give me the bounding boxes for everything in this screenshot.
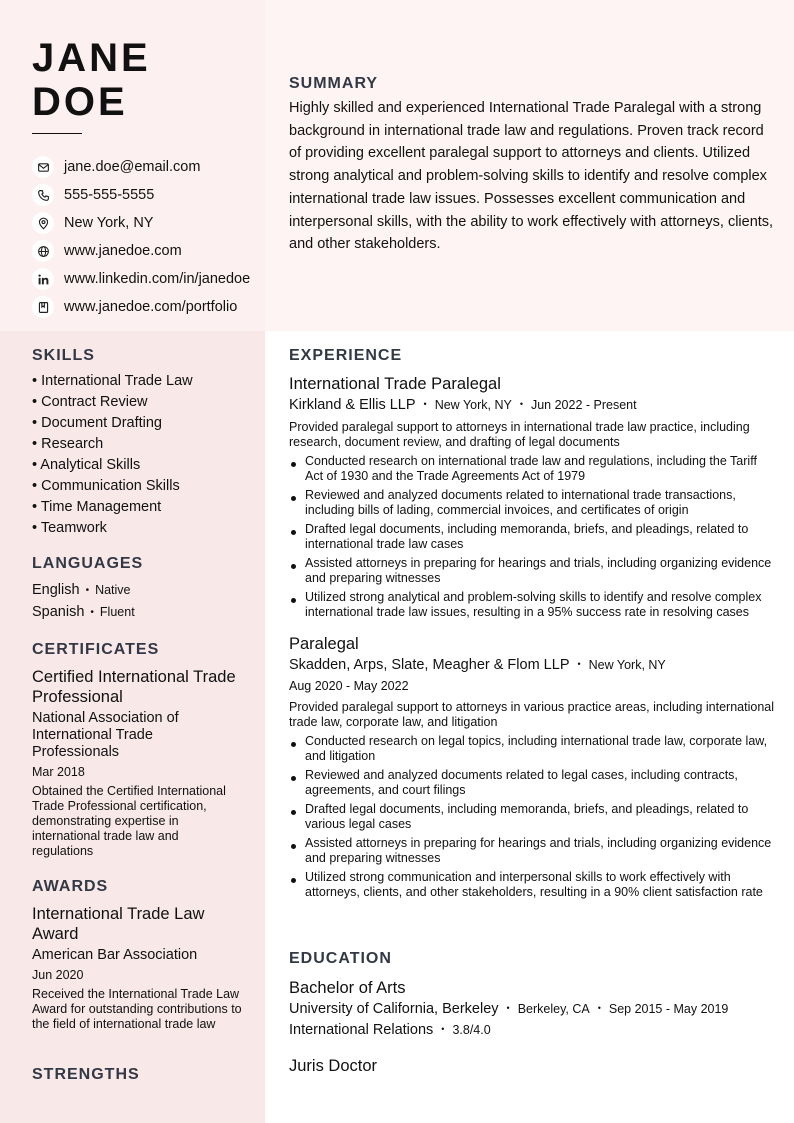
first-name: JANE: [32, 36, 151, 80]
skill-item: • International Trade Law: [32, 373, 193, 389]
contact-list: [32, 153, 250, 321]
language-separator: •: [90, 607, 94, 618]
job-bullet: Conducted research on legal topics, including international trade law, corporate law, and litigation: [289, 734, 775, 764]
languages-heading: LANGUAGES: [32, 555, 144, 572]
contact-email[interactable]: [32, 153, 250, 181]
job-location: New York, NY: [434, 398, 512, 412]
candidate-name: [32, 36, 151, 124]
job-bullet: Utilized strong communication and interpersonal skills to work effectively with attorneys, clients, and other stakeholders, resulting in a 90% client satisfaction rate: [289, 870, 775, 900]
certificate-entry: [32, 667, 242, 859]
education-meta: [289, 1001, 775, 1019]
contact-website-text: www.janedoe.com: [64, 243, 182, 259]
skill-item: • Time Management: [32, 499, 162, 515]
awards-heading: AWARDS: [32, 878, 109, 895]
summary-heading: SUMMARY: [289, 75, 379, 92]
contact-portfolio[interactable]: [32, 293, 250, 321]
contact-phone[interactable]: [32, 181, 250, 209]
job-dates: Jun 2022 - Present: [530, 398, 637, 412]
job-bullet: Utilized strong analytical and problem-solving skills to identify and resolve complex international trade law issues, resulting in a 95% success rate in resolving cases: [289, 590, 775, 620]
school-name: University of California, Berkeley: [289, 1001, 499, 1017]
job-bullet: Drafted legal documents, including memoranda, briefs, and pleadings, related to international trade law cases: [289, 522, 775, 552]
meta-separator: •: [519, 399, 523, 409]
linkedin-icon: [32, 268, 54, 290]
summary-text: Highly skilled and experienced International Trade Paralegal with a strong background in international trade law and regulations. Proven track record of providing excellent paralegal support to attorneys and clients. Utilized strong analytical and problem-solving skills to identify and resolve complex international trade law issues. Possesses excellent communication and interpersonal skills, with the ability to work effectively with attorneys, clients, and other stakeholders.: [289, 100, 774, 253]
strengths-heading: STRENGTHS: [32, 1066, 140, 1083]
job-title: International Trade Paralegal: [289, 375, 501, 393]
job-company: Kirkland & Ellis LLP: [289, 397, 416, 413]
award-entry: [32, 904, 242, 1032]
job-bullet: Conducted research on international trade law and regulations, including the Tariff Act of 1930 and the Trade Agreements Act of 1979: [289, 454, 775, 484]
field-of-study: International Relations: [289, 1022, 434, 1038]
contact-location: [32, 209, 250, 237]
job-location: New York, NY: [588, 658, 666, 672]
contact-linkedin[interactable]: [32, 265, 250, 293]
award-name: International Trade Law Award: [32, 905, 205, 943]
education-heading: EDUCATION: [289, 950, 392, 967]
contact-website[interactable]: [32, 237, 250, 265]
job-company: Skadden, Arps, Slate, Meagher & Flom LLP: [289, 657, 570, 673]
job-description: Provided paralegal support to attorneys in various practice areas, including international trade law, corporate law, and litigation: [289, 700, 775, 729]
degree-name: Bachelor of Arts: [289, 979, 406, 997]
education-entry: [289, 978, 775, 1040]
strengths-section: [32, 1066, 242, 1084]
job-bullets: [289, 454, 775, 620]
phone-icon: [32, 184, 54, 206]
contact-portfolio-text: www.janedoe.com/portfolio: [64, 299, 238, 315]
certificate-date: Mar 2018: [32, 765, 85, 779]
gpa: 3.8/4.0: [452, 1023, 491, 1037]
school-location: Berkeley, CA: [517, 1002, 590, 1016]
award-description: Received the International Trade Law Award for outstanding contributions to the field of international trade law: [32, 987, 242, 1031]
job-entry: [289, 634, 775, 900]
language-item: [32, 602, 242, 624]
skill-item: • Communication Skills: [32, 478, 180, 494]
language-separator: •: [85, 585, 90, 596]
job-meta: [289, 657, 775, 675]
meta-separator: •: [506, 1003, 510, 1013]
skill-item: • Analytical Skills: [32, 457, 141, 473]
certificates-section: [32, 641, 242, 859]
job-bullets: [289, 734, 775, 900]
contact-phone-text: 555-555-5555: [64, 187, 155, 203]
skills-heading: SKILLS: [32, 347, 95, 364]
certificates-heading: CERTIFICATES: [32, 641, 160, 658]
job-bullet: Drafted legal documents, including memoranda, briefs, and pleadings, related to various legal cases: [289, 802, 775, 832]
language-name: English: [32, 582, 80, 598]
education-field-row: [289, 1022, 775, 1040]
job-bullet: Reviewed and analyzed documents related to international trade transactions, including bills of lading, commercial invoices, and certificates of origin: [289, 488, 775, 518]
skill-item: • Document Drafting: [32, 415, 162, 431]
job-meta-dates: [289, 678, 775, 695]
last-name: DOE: [32, 80, 128, 124]
language-name: Spanish: [32, 604, 85, 620]
awards-section: [32, 878, 242, 1032]
education-dates: Sep 2015 - May 2019: [608, 1002, 729, 1016]
job-dates: Aug 2020 - May 2022: [289, 679, 409, 693]
skill-item: • Teamwork: [32, 520, 107, 536]
job-meta: [289, 397, 775, 415]
education-entry: [289, 1056, 775, 1076]
education-section: [289, 950, 775, 1076]
meta-separator: •: [597, 1003, 601, 1013]
location-pin-icon: [32, 212, 54, 234]
certificate-issuer: National Association of International Trade Professionals: [32, 710, 179, 760]
contact-location-text: New York, NY: [64, 215, 154, 231]
job-description: Provided paralegal support to attorneys in international trade law practice, including research, document review, and drafting of legal documents: [289, 420, 750, 449]
email-icon: [32, 156, 54, 178]
job-bullet: Assisted attorneys in preparing for hearings and trials, including organizing evidence and preparing witnesses: [289, 556, 775, 586]
meta-separator: •: [441, 1024, 445, 1034]
skills-list: [32, 371, 242, 539]
language-level: Fluent: [99, 605, 135, 619]
job-entry: [289, 374, 775, 620]
experience-section: [289, 347, 775, 904]
skill-item: • Research: [32, 436, 104, 452]
languages-section: [32, 555, 242, 624]
language-level: Native: [95, 583, 131, 597]
globe-icon: [32, 240, 54, 262]
experience-heading: EXPERIENCE: [289, 347, 403, 364]
job-bullet: Reviewed and analyzed documents related to legal cases, including contracts, agreements, and court filings: [289, 768, 775, 798]
certificate-description: Obtained the Certified International Trade Professional certification, demonstrating expertise in international trade law and regulations: [32, 784, 226, 858]
award-issuer: American Bar Association: [32, 947, 198, 963]
meta-separator: •: [577, 659, 581, 669]
award-date: Jun 2020: [32, 968, 84, 982]
language-item: [32, 580, 242, 602]
skill-item: • Contract Review: [32, 394, 148, 410]
portfolio-icon: [32, 296, 54, 318]
contact-linkedin-text: www.linkedin.com/in/janedoe: [64, 271, 251, 287]
name-divider: [32, 133, 82, 134]
degree-name: Juris Doctor: [289, 1057, 378, 1075]
skills-section: [32, 347, 242, 539]
job-title: Paralegal: [289, 635, 359, 653]
certificate-name: Certified International Trade Professional: [32, 668, 236, 706]
job-bullet: Assisted attorneys in preparing for hearings and trials, including organizing evidence and preparing witnesses: [289, 836, 775, 866]
summary-section: [289, 75, 775, 256]
contact-email-text: jane.doe@email.com: [64, 159, 201, 175]
meta-separator: •: [423, 399, 427, 409]
